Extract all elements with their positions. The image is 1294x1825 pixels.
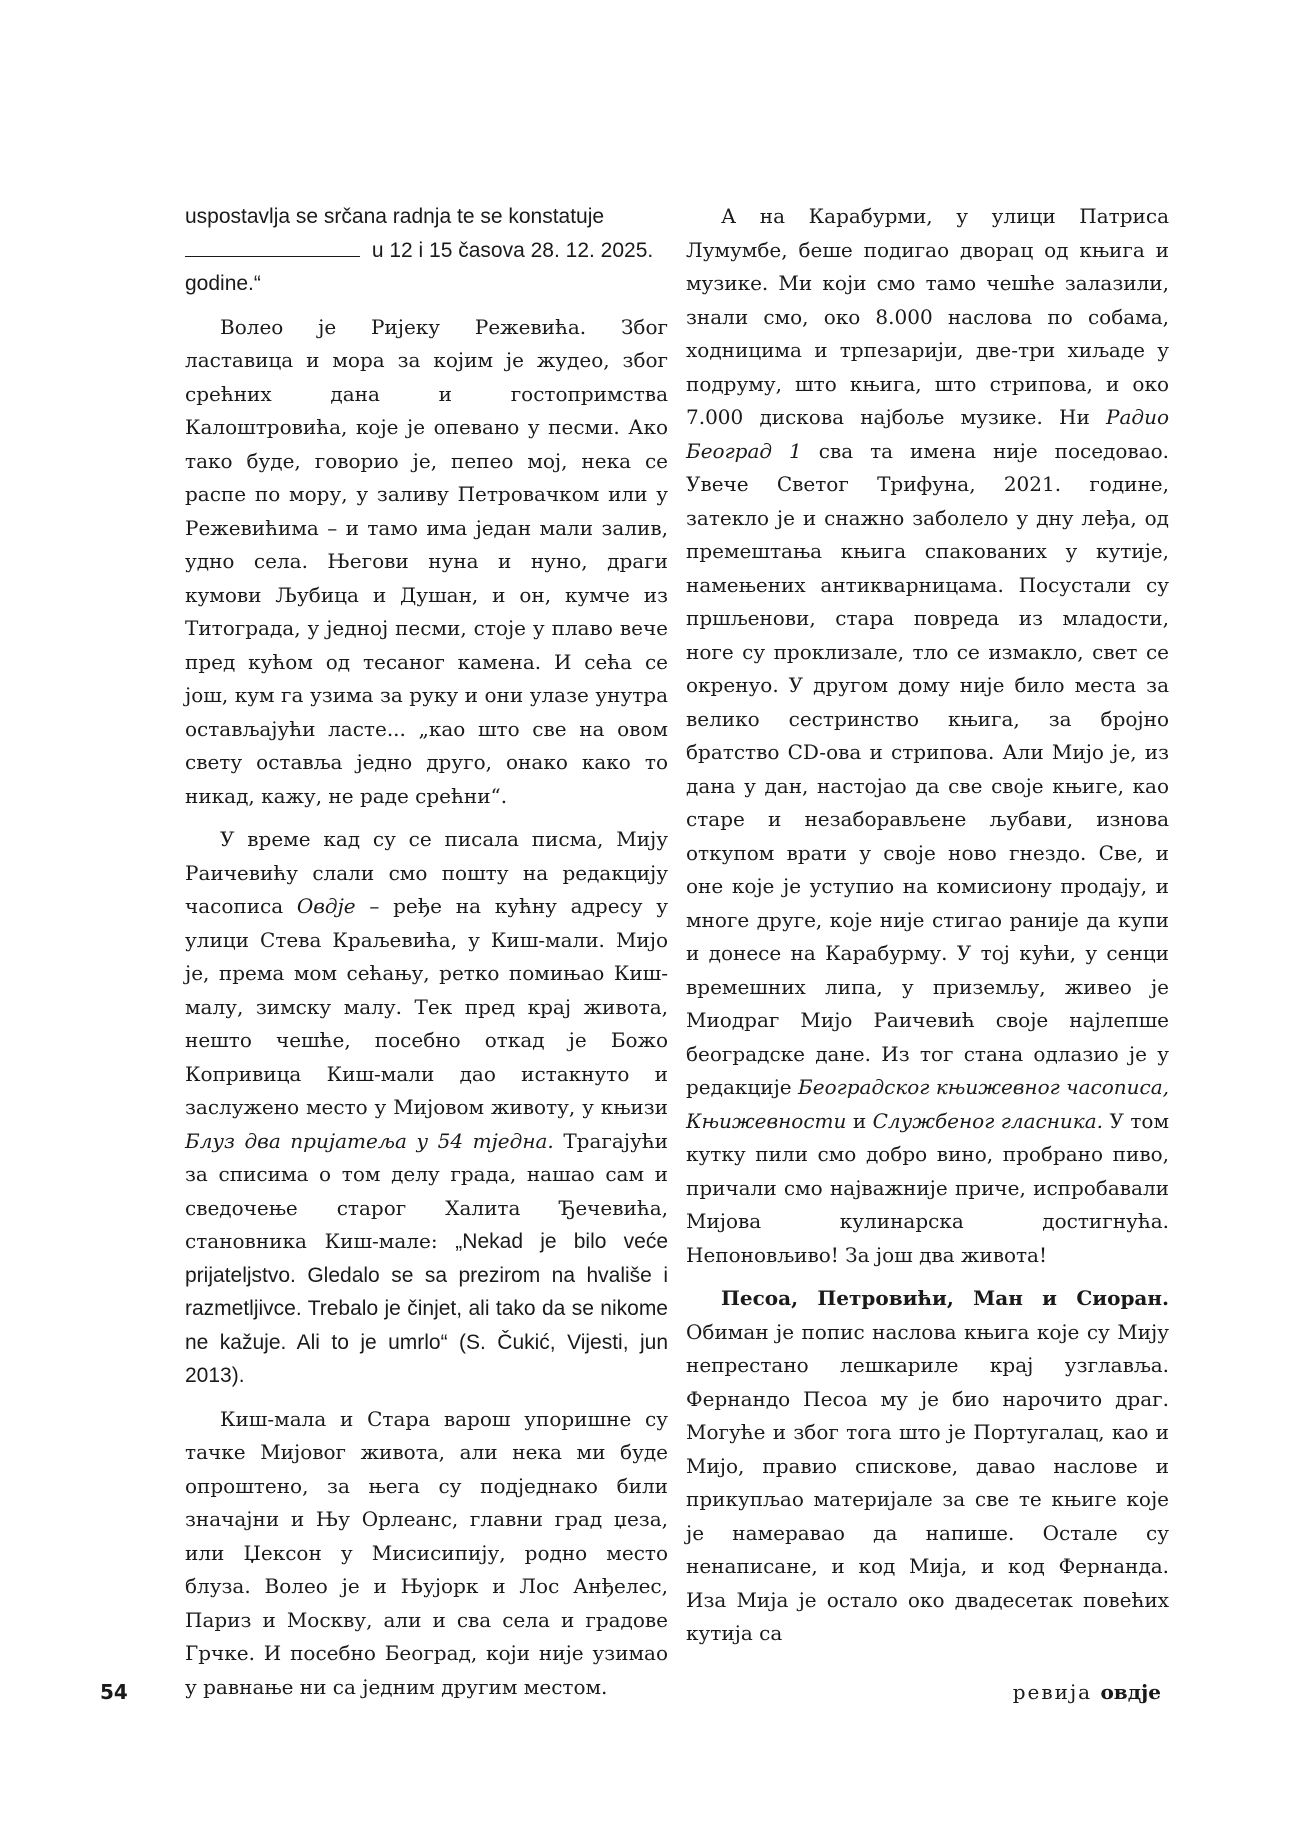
magazine-prefix: ревија bbox=[1012, 1680, 1093, 1704]
page-number: 54 bbox=[100, 1680, 128, 1704]
magazine-footer bbox=[1013, 1680, 1161, 1704]
left-column bbox=[185, 200, 668, 1714]
quote-line-1: uspostavlja se srčana radnja te se konstatuje bbox=[185, 205, 605, 228]
magazine-name: овдје bbox=[1100, 1680, 1161, 1704]
paragraph-pessoa: Песоа, Петровићи, Ман и Сиоран. Обиман је попис наслова књига које су Мију непрестано лешкариле крај узглавља. Фернандо Песоа му је био нарочито драг. Могуће и због тога што је Португалац, као и Мијо, правио спискове, давао наслове и прикупљао материјале за све те књиге које је намеравао да напише. Остале су ненаписане, и код Мија, и код Фернанда. Иза Мија је остало око двадесетак повећих кутија са bbox=[686, 1286, 1169, 1645]
paragraph-karaburma: А на Карабурми, у улици Патриса Лумумбе, беше подигао дворац од књига и музике. Ми који смо тамо чешће залазили, знали смо, око 8.000 наслова по собама, ходницима и трпезарији, две-три хиљаде у подруму, што књига, што стрипова, и око 7.000 дискова најбоље музике. Ни Радио Београд 1 сва та имена није поседовао. Увече Светог Трифуна, 2021. године, затекло је и снажно заболело у дну леђа, од премештања књига спакованих у кутије, намењених антикварницама. Посустали су пршљенови, стара повреда из младости, ноге су проклизале, тло се измакло, свет се окренуо. У другом дому није било места за велико сестринство књига, за бројно братство CD-ова и стрипова. Али Мијо је, из дана у дан, настојао да све своје књиге, као старе и незаборављене љубави, изнова откупом врати у своје ново гнездо. Све, и оне које је уступио на комисиону продају, и многе друге, које није стигао раније да купи и донесе на Карабурму. У тој кући, у сенци времешних липа, у приземљу, живео је Миодраг Мијо Раичевић своје најлепше београдске дане. Из тог стана одлазио је у редакције Београдског књижевног часописа, Књижевности и Службеног гласника. У том кутку пили смо добро вино, пробрано пиво, причали смо најважније приче, испробавали Мијова кулинарска достигнућа. Непоновљиво! За још два живота! bbox=[686, 204, 1170, 1267]
blank-line bbox=[185, 255, 360, 257]
quote-line-2: u 12 i 15 časova 28. 12. 2025. bbox=[371, 238, 654, 262]
quote-line-3: godine.“ bbox=[185, 272, 261, 295]
section-lead: Песоа, Петровићи, Ман и Сиоран. bbox=[721, 1286, 1169, 1310]
paragraph-kis-mala: У време кад су се писала писма, Мију Раичевићу слали смо пошту на редакцију часописа Овдје – ређе на кућну адресу у улици Стева Краљевића, у Киш-мали. Мијо је, према мом сећању, ретко помињао Киш-малу, зимску малу. Тек пред крај живота, нешто чешће, посебно откад је Божо Копривица Киш-мали дао истакнуто и заслужено место у Мијовом животу, у књизи Блуз два пријатеља у 54 тједна. Трагајући за списима о том делу града, нашао сам и сведочење старог Халита Ђечевића, становника Киш-мале: „Nekad je bilo veće prijateljstvo. Gledalo se sa prezirom na hvališe i razmetljivce. Trebalo je činjet, ali tako da se nikome ne kažuje. Ali to je umrlo“ (S. Čukić, Vijesti, jun 2013). bbox=[185, 827, 669, 1387]
right-column bbox=[686, 200, 1169, 1661]
paragraph-cities: Киш-мала и Стара варош упоришне су тачке Мијовог живота, али нека ми буде опроштено, за њега су подједнако били значајни и Њу Орлеанс, главни град џеза, или Џексон у Мисисипију, родно место блуза. Волео је и Њујорк и Лос Анђелес, Париз и Москву, али и сва села и градове Грчке. И посебно Београд, који није узимао у равнање ни са једним другим местом. bbox=[185, 1406, 668, 1699]
quote-paragraph bbox=[185, 200, 668, 301]
paragraph-rijeka: Волео је Ријеку Режевића. Због ластавица и мора за којим је жудео, због срећних дана и гостопримства Калоштровића, које је опевано у песми. Ако тако буде, говорио је, пепео мој, нека се распе по мору, у заливу Петровачком или у Режевићима – и тамо има један мали залив, удно села. Његови нуна и нуно, драги кумови Љубица и Душан, и он, кумче из Титограда, у једној песми, стоје у плаво вече пред кућом од тесаног камена. И сећа се још, кум га узима за руку и они улазе унутра остављајући ласте... „као што све на овом свету оставља једно друго, онако како то никад, кажу, не раде срећни“. bbox=[185, 314, 668, 808]
latin-quote: „Nekad je bilo veće prijateljstvo. Gledalo se sa prezirom na hvališe i razmetljivce. Trebalo je činjet, ali tako da se nikome ne kažuje. Ali to je umrlo“ (S. Čukić, Vijesti, jun 2013). bbox=[185, 1230, 669, 1387]
